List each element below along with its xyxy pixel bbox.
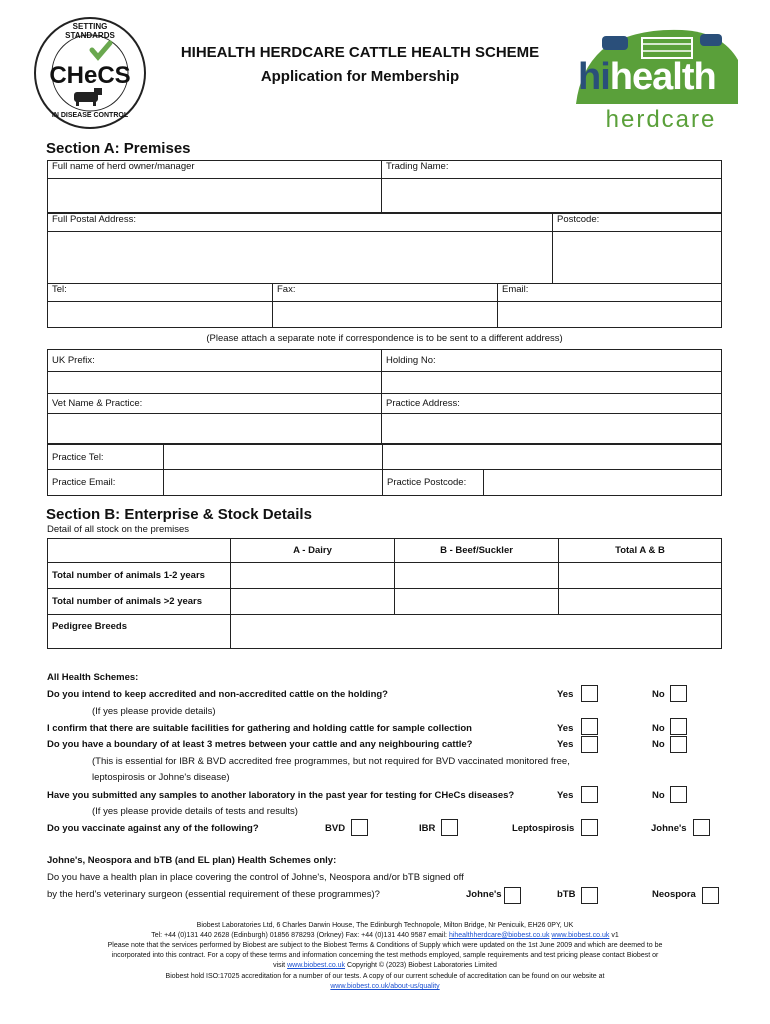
hi-text: hi xyxy=(578,56,610,98)
practice-email-label: Practice Email: xyxy=(48,470,164,496)
holding-field[interactable] xyxy=(382,372,722,394)
vacc-lepto-checkbox[interactable] xyxy=(581,819,598,836)
vacc-ibr-label: IBR xyxy=(419,823,436,834)
q2-text: I confirm that there are suitable facilities for gathering and holding cattle for sample collection xyxy=(47,723,472,734)
section-b-subtitle: Detail of all stock on the premises xyxy=(47,524,190,535)
stock-table xyxy=(47,538,722,649)
plan-btb-label: bTB xyxy=(557,889,576,900)
vet-label: Vet Name & Practice: xyxy=(48,394,382,414)
footer-terms-2: incorporated into this contract. For a copy of these terms and information concerning the test methods employed, sample requirements and test pricing please contact Biobest or xyxy=(111,952,659,959)
address-field[interactable] xyxy=(48,232,553,284)
practice-address-label: Practice Address: xyxy=(382,394,722,414)
hihealth-wordmark xyxy=(578,56,716,99)
footer-terms-1: Please note that the services performed by Biobest are subject to the Biobest Terms & Conditions of Supply which were updated on the 1st June 2009 and which are deemed to be xyxy=(107,942,663,949)
section-b-title: Section B: Enterprise & Stock Details xyxy=(46,506,312,523)
holding-label: Holding No: xyxy=(382,350,722,372)
postcode-field[interactable] xyxy=(553,232,722,284)
q3-no-label: No xyxy=(652,739,665,750)
footer-copyright xyxy=(40,961,730,971)
q3-text: Do you have a boundary of at least 3 metres between your cattle and any neighbouring cattle? xyxy=(47,739,473,750)
col-dairy: A - Dairy xyxy=(231,539,395,563)
q3-no-checkbox[interactable] xyxy=(670,736,687,753)
q1-text: Do you intend to keep accredited and non-accredited cattle on the holding? xyxy=(47,689,388,700)
footer-email-link[interactable]: hihealthherdcare@biobest.co.uk xyxy=(448,932,550,939)
plan-neospora-label: Neospora xyxy=(652,889,696,900)
q2-no-label: No xyxy=(652,723,665,734)
q3-yes-checkbox[interactable] xyxy=(581,736,598,753)
plan-btb-checkbox[interactable] xyxy=(581,887,598,904)
footer-address: Biobest Laboratories Ltd, 6 Charles Darwin House, The Edinburgh Technopole, Milton Bridge, Nr Penicuik, EH26 0PY, UK xyxy=(196,922,574,929)
footer-phones: Tel: +44 (0)131 440 2628 (Edinburgh) 01856 878293 (Orkney) Fax: +44 (0)131 440 9587 email: xyxy=(151,932,447,939)
plan-johnes-label: Johne's xyxy=(466,889,502,900)
contact-table xyxy=(47,283,722,328)
checs-ring-top: SETTING STANDARDS xyxy=(65,22,115,40)
q4-no-label: No xyxy=(652,790,665,801)
footer-visit: visit xyxy=(273,962,286,969)
trading-label: Trading Name: xyxy=(382,161,722,179)
plan-johnes-checkbox[interactable] xyxy=(504,887,521,904)
correspondence-note: (Please attach a separate note if correspondence is to be sent to a different address) xyxy=(206,333,563,344)
checs-wordmark: CHeCS xyxy=(49,62,131,89)
practice-table xyxy=(47,444,722,496)
address-table xyxy=(47,213,722,284)
practice-tel-blank xyxy=(383,445,722,470)
dairy-1-2-field[interactable] xyxy=(231,563,395,589)
vet-field[interactable] xyxy=(48,414,382,444)
q1-no-checkbox[interactable] xyxy=(670,685,687,702)
section-a-title: Section A: Premises xyxy=(46,140,191,157)
col-total: Total A & B xyxy=(559,539,722,563)
uk-prefix-field[interactable] xyxy=(48,372,382,394)
vacc-lepto-label: Leptospirosis xyxy=(512,823,575,834)
tel-label: Tel: xyxy=(48,284,273,302)
footer-quality-row xyxy=(40,982,730,992)
q2-no-checkbox[interactable] xyxy=(670,718,687,735)
plan-neospora-checkbox[interactable] xyxy=(702,887,719,904)
practice-address-field[interactable] xyxy=(382,414,722,444)
vacc-bvd-checkbox[interactable] xyxy=(351,819,368,836)
q4-yes-label: Yes xyxy=(557,790,574,801)
practice-tel-label: Practice Tel: xyxy=(48,445,164,470)
vacc-johnes-checkbox[interactable] xyxy=(693,819,710,836)
q3-note-1: (This is essential for IBR & BVD accredited free programmes, but not required for BVD vaccinated monitored free, xyxy=(92,756,570,767)
q4-text: Have you submitted any samples to another laboratory in the past year for testing for CHeCs diseases? xyxy=(47,790,515,801)
q6-text-2: by the herd's veterinary surgeon (essential requirement of these programmes)? xyxy=(47,889,380,900)
checs-logo xyxy=(30,14,150,132)
total-1-2-field[interactable] xyxy=(559,563,722,589)
q1-yes-checkbox[interactable] xyxy=(581,685,598,702)
health-text: health xyxy=(609,56,716,98)
beef-1-2-field[interactable] xyxy=(395,563,559,589)
stock-corner xyxy=(48,539,231,563)
trading-field[interactable] xyxy=(382,179,722,213)
address-label: Full Postal Address: xyxy=(48,214,553,232)
q5-text: Do you vaccinate against any of the following? xyxy=(47,823,259,834)
q3-note-2: leptospirosis or Johne's disease) xyxy=(92,772,230,783)
premises-table-1 xyxy=(47,160,722,213)
email-label: Email: xyxy=(498,284,722,302)
q1-yes-label: Yes xyxy=(557,689,574,700)
q6-text-1: Do you have a health plan in place covering the control of Johne's, Neospora and/or bTB signed off xyxy=(47,872,464,883)
hihealth-logo xyxy=(572,20,740,132)
beef-over-2-field[interactable] xyxy=(395,589,559,615)
all-schemes-heading: All Health Schemes: xyxy=(47,672,139,683)
fax-field[interactable] xyxy=(273,302,498,328)
q4-no-checkbox[interactable] xyxy=(670,786,687,803)
tel-field[interactable] xyxy=(48,302,273,328)
practice-postcode-field[interactable] xyxy=(484,470,722,496)
fax-label: Fax: xyxy=(273,284,498,302)
email-field[interactable] xyxy=(498,302,722,328)
owner-field[interactable] xyxy=(48,179,382,213)
postcode-label: Postcode: xyxy=(553,214,722,232)
page-title: HIHEALTH HERDCARE CATTLE HEALTH SCHEME xyxy=(180,44,540,61)
pedigree-field[interactable] xyxy=(231,615,722,649)
q4-note: (If yes please provide details of tests and results) xyxy=(92,806,298,817)
page-subtitle: Application for Membership xyxy=(260,68,460,85)
footer-web-link-2[interactable]: www.biobest.co.uk xyxy=(287,962,346,969)
row-1-2-years: Total number of animals 1-2 years xyxy=(48,563,231,589)
row-over-2-years: Total number of animals >2 years xyxy=(48,589,231,615)
practice-email-field[interactable] xyxy=(164,470,383,496)
q2-yes-checkbox[interactable] xyxy=(581,718,598,735)
practice-tel-field[interactable] xyxy=(164,445,383,470)
herdcare-wordmark: herdcare xyxy=(605,106,717,133)
footer-web-link[interactable]: www.biobest.co.uk xyxy=(551,932,610,939)
vacc-bvd-label: BVD xyxy=(325,823,346,834)
total-over-2-field[interactable] xyxy=(559,589,722,615)
footer-iso: Biobest hold ISO:17025 accreditation for a number of our tests. A copy of our current schedule of accreditation can be found on our website at xyxy=(165,973,605,980)
checs-ring-bottom: IN DISEASE CONTROL xyxy=(51,112,129,119)
holding-table xyxy=(47,349,722,444)
owner-label: Full name of herd owner/manager xyxy=(48,161,382,179)
q1-no-label: No xyxy=(652,689,665,700)
q3-yes-label: Yes xyxy=(557,739,574,750)
col-beef: B - Beef/Suckler xyxy=(395,539,559,563)
footer-copyright-text: Copyright © (2023) Biobest Laboratories Limited xyxy=(347,962,497,969)
row-pedigree: Pedigree Breeds xyxy=(48,615,231,649)
vacc-ibr-checkbox[interactable] xyxy=(441,819,458,836)
q2-yes-label: Yes xyxy=(557,723,574,734)
footer-quality-link[interactable]: www.biobest.co.uk/about-us/quality xyxy=(330,983,440,990)
special-schemes-heading: Johne's, Neospora and bTB (and EL plan) Health Schemes only: xyxy=(47,855,337,866)
dairy-over-2-field[interactable] xyxy=(231,589,395,615)
q4-yes-checkbox[interactable] xyxy=(581,786,598,803)
footer-version: v1 xyxy=(611,932,619,939)
footer-contact xyxy=(40,931,730,941)
q1-note: (If yes please provide details) xyxy=(92,706,216,717)
uk-prefix-label: UK Prefix: xyxy=(48,350,382,372)
vacc-johnes-label: Johne's xyxy=(651,823,687,834)
practice-postcode-label: Practice Postcode: xyxy=(383,470,484,496)
